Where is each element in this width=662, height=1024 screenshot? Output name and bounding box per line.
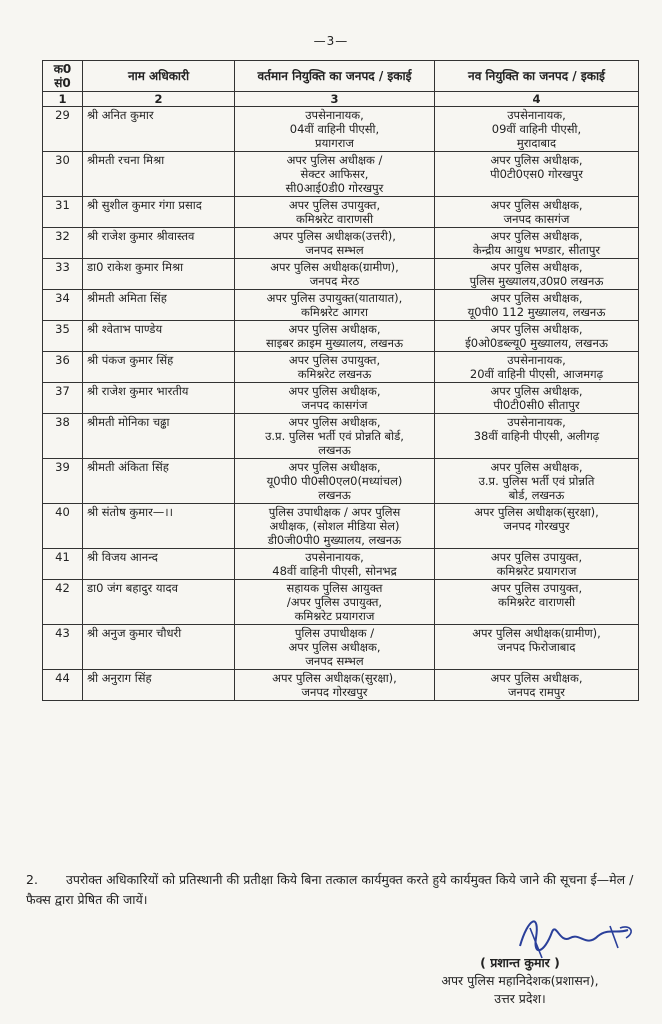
posting-line: उपसेनानायक, xyxy=(305,108,364,122)
serial-number: 32 xyxy=(43,228,83,259)
officer-name-cell: श्री पंकज कुमार सिंह xyxy=(83,352,235,383)
posting-line: पी0टी0एस0 गोरखपुर xyxy=(490,167,583,181)
posting-line: कमिश्नरेट वाराणसी xyxy=(295,212,374,226)
posting-line: जनपद गोरखपुर xyxy=(301,685,368,699)
posting-line: लखनऊ xyxy=(318,443,351,457)
current-posting-cell xyxy=(235,259,435,290)
paragraph-text: उपरोक्त अधिकारियों को प्रतिस्थानी की प्रतीक्षा किये बिना तत्काल कार्यमुक्त करते हुये कार्यमुक्त किये जाने की सूचना ई—मेल / फैक्स द्वारा प्रेषित की जायें। xyxy=(26,872,634,907)
serial-number: 40 xyxy=(43,504,83,549)
posting-line: जनपद रामपुर xyxy=(507,685,565,699)
header-name: नाम अधिकारी xyxy=(83,61,235,92)
serial-number: 42 xyxy=(43,580,83,625)
new-posting-cell xyxy=(435,152,639,197)
current-posting-cell xyxy=(235,504,435,549)
posting-line: सहायक पुलिस आयुक्त xyxy=(286,581,383,595)
officer-name-cell: श्री विजय आनन्द xyxy=(83,549,235,580)
officer-name-cell: श्री अनुज कुमार चौधरी xyxy=(83,625,235,670)
column-number: 1 xyxy=(43,92,83,107)
posting-line: पुलिस उपाधीक्षक / xyxy=(294,626,375,640)
current-posting-cell xyxy=(235,625,435,670)
officer-name-cell: श्रीमती अमिता सिंह xyxy=(83,290,235,321)
header-new-posting: नव नियुक्ति का जनपद / इकाई xyxy=(435,61,639,92)
posting-line: अपर पुलिस उपायुक्त, xyxy=(288,353,381,367)
page-number: —3— xyxy=(313,34,349,48)
current-posting-cell xyxy=(235,352,435,383)
officer-designation: अपर पुलिस महानिदेशक(प्रशासन), xyxy=(441,973,599,988)
posting-line: अपर पुलिस अधीक्षक(उत्तरी), xyxy=(273,229,396,243)
table-header-row xyxy=(43,61,639,92)
posting-line: कमिश्नरेट लखनऊ xyxy=(297,367,372,381)
serial-number: 36 xyxy=(43,352,83,383)
posting-line: 09वीं वाहिनी पीएसी, xyxy=(491,122,582,136)
current-posting-cell xyxy=(235,414,435,459)
table-row xyxy=(43,580,639,625)
posting-line: अधीक्षक, (सोशल मीडिया सेल) xyxy=(269,519,400,533)
posting-line: उपसेनानायक, xyxy=(507,108,566,122)
header-sno: क0 सं0 xyxy=(43,61,83,92)
current-posting-cell xyxy=(235,670,435,701)
posting-line: पुलिस मुख्यालय,उ0प्र0 लखनऊ xyxy=(469,274,604,288)
serial-number: 29 xyxy=(43,107,83,152)
serial-number: 39 xyxy=(43,459,83,504)
serial-number: 33 xyxy=(43,259,83,290)
posting-line: अपर पुलिस अधीक्षक, xyxy=(288,640,381,654)
posting-line: अपर पुलिस अधीक्षक(सुरक्षा), xyxy=(272,671,397,685)
current-posting-cell xyxy=(235,580,435,625)
posting-line: अपर पुलिस उपायुक्त, xyxy=(490,581,583,595)
table-row xyxy=(43,259,639,290)
current-posting-cell xyxy=(235,459,435,504)
posting-line: सेक्टर आफिसर, xyxy=(300,167,369,181)
current-posting-cell xyxy=(235,383,435,414)
posting-line: अपर पुलिस अधीक्षक, xyxy=(490,671,583,685)
new-posting-cell xyxy=(435,228,639,259)
new-posting-cell xyxy=(435,352,639,383)
posting-line: अपर पुलिस उपायुक्त, xyxy=(490,550,583,564)
officer-name-cell: श्रीमती मोनिका चढ्ढा xyxy=(83,414,235,459)
officer-name-cell: डा0 राकेश कुमार मिश्रा xyxy=(83,259,235,290)
posting-line: पुलिस उपाधीक्षक / अपर पुलिस xyxy=(268,505,401,519)
posting-line: 38वीं वाहिनी पीएसी, अलीगढ़ xyxy=(473,429,600,443)
new-posting-cell xyxy=(435,383,639,414)
posting-line: जनपद कासगंज xyxy=(301,398,368,412)
signature-block xyxy=(400,954,640,1008)
table-row xyxy=(43,504,639,549)
posting-line: ई0ओ0डब्ल्यू0 मुख्यालय, लखनऊ xyxy=(465,336,608,350)
posting-line: यू0पी0 112 मुख्यालय, लखनऊ xyxy=(467,305,606,319)
posting-line: अपर पुलिस अधीक्षक, xyxy=(490,198,583,212)
new-posting-cell xyxy=(435,549,639,580)
new-posting-cell xyxy=(435,504,639,549)
posting-line: अपर पुलिस उपायुक्त, xyxy=(288,198,381,212)
posting-line: अपर पुलिस अधीक्षक, xyxy=(490,260,583,274)
current-posting-cell xyxy=(235,197,435,228)
posting-line: अपर पुलिस अधीक्षक, xyxy=(288,415,381,429)
table-row xyxy=(43,152,639,197)
current-posting-cell xyxy=(235,228,435,259)
serial-number: 35 xyxy=(43,321,83,352)
column-number: 3 xyxy=(235,92,435,107)
posting-line: उपसेनानायक, xyxy=(507,353,566,367)
posting-line: अपर पुलिस अधीक्षक, xyxy=(490,291,583,305)
posting-line: 20वीं वाहिनी पीएसी, आजमगढ़ xyxy=(469,367,604,381)
posting-line: अपर पुलिस अधीक्षक, xyxy=(288,384,381,398)
officer-name: ( प्रशान्त कुमार ) xyxy=(480,955,560,970)
posting-line: केन्द्रीय आयुध भण्डार, सीतापुर xyxy=(472,243,601,257)
current-posting-cell xyxy=(235,290,435,321)
new-posting-cell xyxy=(435,321,639,352)
current-posting-cell xyxy=(235,321,435,352)
officer-name-cell: श्री अनित कुमार xyxy=(83,107,235,152)
posting-line: /अपर पुलिस उपायुक्त, xyxy=(286,595,383,609)
officer-name-cell: श्री राजेश कुमार श्रीवास्तव xyxy=(83,228,235,259)
table-row xyxy=(43,414,639,459)
posting-line: पी0टी0सी0 सीतापुर xyxy=(493,398,580,412)
table-row xyxy=(43,549,639,580)
new-posting-cell xyxy=(435,259,639,290)
table-row xyxy=(43,670,639,701)
new-posting-cell xyxy=(435,290,639,321)
posting-line: उपसेनानायक, xyxy=(305,550,364,564)
column-number: 2 xyxy=(83,92,235,107)
posting-line: उ.प्र. पुलिस भर्ती एवं प्रोन्नति xyxy=(478,474,595,488)
officer-state: उत्तर प्रदेश। xyxy=(494,991,546,1006)
table-row xyxy=(43,197,639,228)
posting-line: उपसेनानायक, xyxy=(507,415,566,429)
serial-number: 31 xyxy=(43,197,83,228)
serial-number: 41 xyxy=(43,549,83,580)
current-posting-cell xyxy=(235,107,435,152)
officer-name-cell: श्री संतोष कुमार—।। xyxy=(83,504,235,549)
paragraph-number: 2. xyxy=(26,872,38,887)
new-posting-cell xyxy=(435,197,639,228)
posting-line: अपर पुलिस अधीक्षक, xyxy=(288,322,381,336)
table-row xyxy=(43,321,639,352)
posting-line: लखनऊ xyxy=(318,488,351,502)
header-current-posting: वर्तमान नियुक्ति का जनपद / इकाई xyxy=(235,61,435,92)
posting-line: कमिश्नरेट प्रयागराज xyxy=(496,564,577,578)
table-row xyxy=(43,383,639,414)
table-body xyxy=(43,107,639,701)
posting-line: अपर पुलिस उपायुक्त(यातायात), xyxy=(266,291,403,305)
officer-name-cell: श्रीमती रचना मिश्रा xyxy=(83,152,235,197)
posting-line: 48वीं वाहिनी पीएसी, सोनभद्र xyxy=(272,564,397,578)
posting-line: अपर पुलिस अधीक्षक(सुरक्षा), xyxy=(474,505,599,519)
instruction-paragraph xyxy=(26,870,638,910)
posting-line: अपर पुलिस अधीक्षक, xyxy=(490,153,583,167)
posting-line: डी0जी0पी0 मुख्यालय, लखनऊ xyxy=(267,533,402,547)
posting-line: सी0आई0डी0 गोरखपुर xyxy=(285,181,384,195)
posting-line: जनपद सम्भल xyxy=(305,654,364,668)
officer-name-cell: श्री सुशील कुमार गंगा प्रसाद xyxy=(83,197,235,228)
posting-line: जनपद मेरठ xyxy=(309,274,360,288)
officer-name-cell: श्री श्वेताभ पाण्डेय xyxy=(83,321,235,352)
posting-line: साइबर क्राइम मुख्यालय, लखनऊ xyxy=(266,336,403,350)
posting-line: प्रयागराज xyxy=(315,136,354,150)
officer-name-cell: श्री अनुराग सिंह xyxy=(83,670,235,701)
table-row xyxy=(43,459,639,504)
posting-line: कमिश्नरेट वाराणसी xyxy=(497,595,576,609)
table-row xyxy=(43,290,639,321)
column-number: 4 xyxy=(435,92,639,107)
posting-line: 04वीं वाहिनी पीएसी, xyxy=(289,122,380,136)
posting-line: जनपद गोरखपुर xyxy=(503,519,570,533)
serial-number: 37 xyxy=(43,383,83,414)
serial-number: 30 xyxy=(43,152,83,197)
new-posting-cell xyxy=(435,670,639,701)
officer-name-cell: डा0 जंग बहादुर यादव xyxy=(83,580,235,625)
new-posting-cell xyxy=(435,414,639,459)
serial-number: 44 xyxy=(43,670,83,701)
posting-line: कमिश्नरेट आगरा xyxy=(301,305,368,319)
new-posting-cell xyxy=(435,580,639,625)
current-posting-cell xyxy=(235,549,435,580)
posting-line: मुरादाबाद xyxy=(516,136,557,150)
posting-line: जनपद फिरोजाबाद xyxy=(497,640,576,654)
serial-number: 43 xyxy=(43,625,83,670)
posting-line: अपर पुलिस अधीक्षक(ग्रामीण), xyxy=(472,626,601,640)
table-row xyxy=(43,228,639,259)
posting-line: जनपद कासगंज xyxy=(503,212,570,226)
new-posting-cell xyxy=(435,625,639,670)
current-posting-cell xyxy=(235,152,435,197)
posting-table xyxy=(42,60,639,701)
officer-name-cell: श्री राजेश कुमार भारतीय xyxy=(83,383,235,414)
serial-number: 38 xyxy=(43,414,83,459)
posting-line: अपर पुलिस अधीक्षक, xyxy=(288,460,381,474)
posting-line: अपर पुलिस अधीक्षक(ग्रामीण), xyxy=(270,260,399,274)
table-row xyxy=(43,352,639,383)
posting-line: अपर पुलिस अधीक्षक / xyxy=(286,153,383,167)
table-row xyxy=(43,625,639,670)
posting-line: अपर पुलिस अधीक्षक, xyxy=(490,229,583,243)
posting-line: अपर पुलिस अधीक्षक, xyxy=(490,460,583,474)
posting-line: उ.प्र. पुलिस भर्ती एवं प्रोन्नति बोर्ड, xyxy=(265,429,404,443)
posting-line: बोर्ड, लखनऊ xyxy=(508,488,565,502)
new-posting-cell xyxy=(435,107,639,152)
new-posting-cell xyxy=(435,459,639,504)
column-number-row xyxy=(43,92,639,107)
posting-line: यू0पी0 पी0सी0एल0(मध्यांचल) xyxy=(266,474,403,488)
posting-line: अपर पुलिस अधीक्षक, xyxy=(490,322,583,336)
table-row xyxy=(43,107,639,152)
serial-number: 34 xyxy=(43,290,83,321)
posting-line: अपर पुलिस अधीक्षक, xyxy=(490,384,583,398)
posting-line: जनपद सम्भल xyxy=(305,243,364,257)
posting-line: कमिश्नरेट प्रयागराज xyxy=(294,609,375,623)
officer-name-cell: श्रीमती अंकिता सिंह xyxy=(83,459,235,504)
